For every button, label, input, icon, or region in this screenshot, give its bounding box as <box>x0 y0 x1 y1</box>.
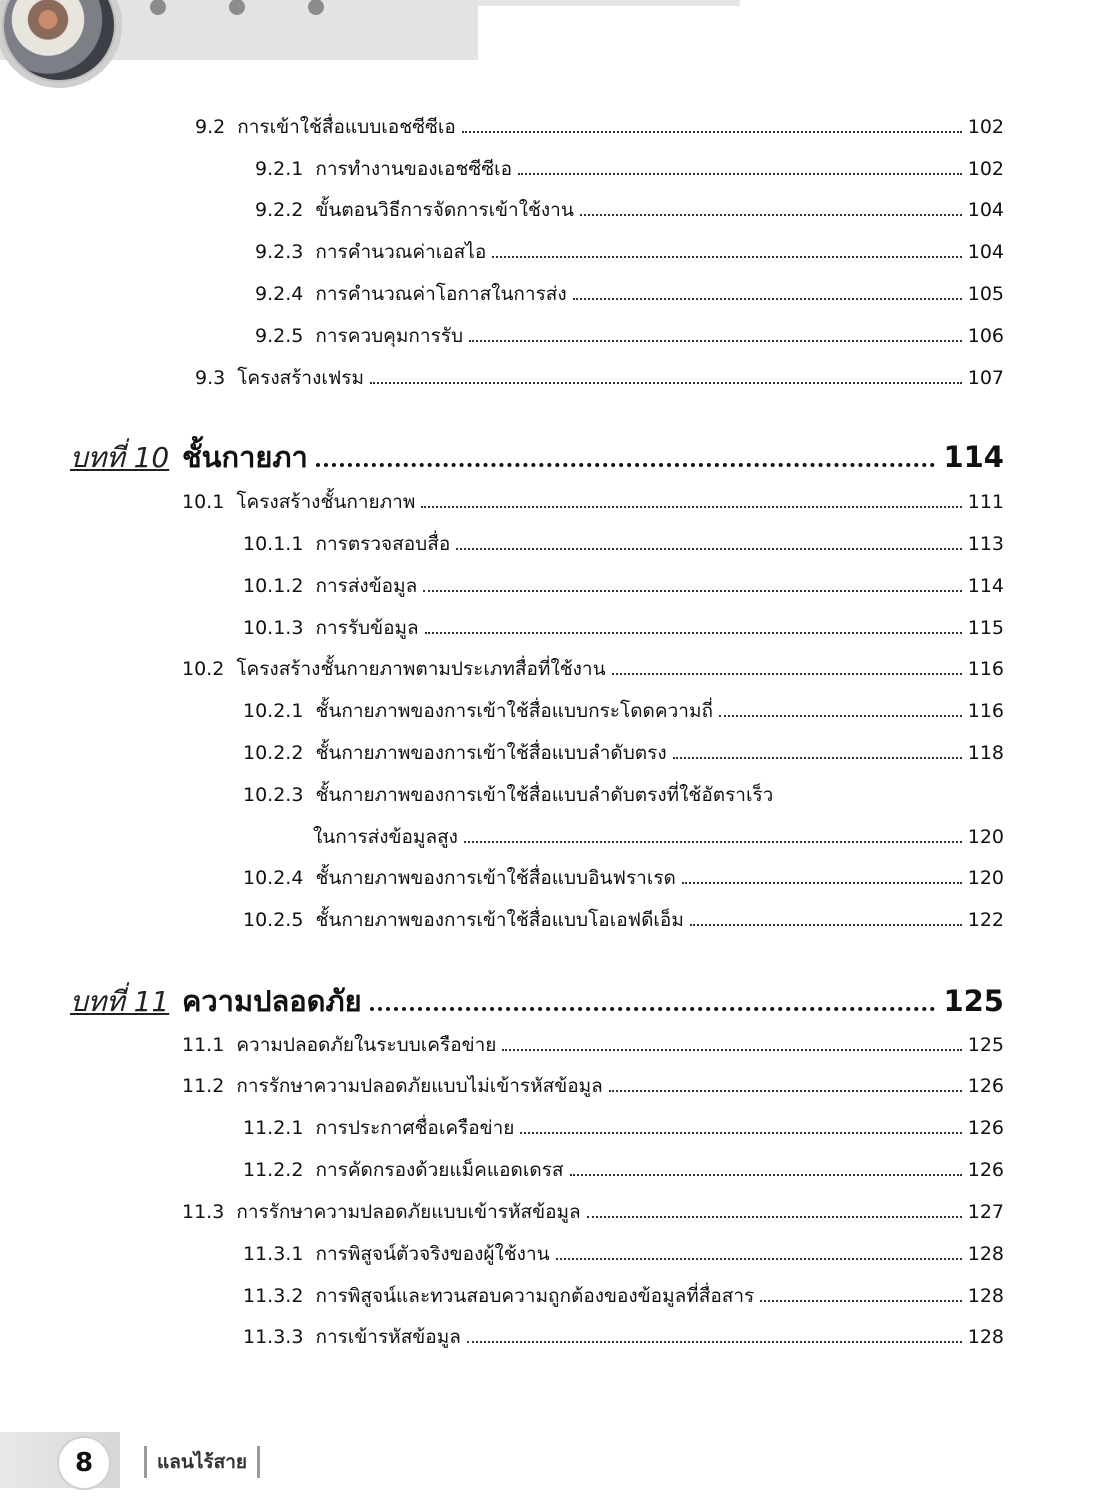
toc-entry-page: 128 <box>967 1326 1004 1348</box>
dot-leader <box>573 298 962 300</box>
toc-entry[interactable] <box>182 489 1004 515</box>
toc-entry[interactable] <box>243 531 1004 557</box>
toc-entry-number: 10.2.1 <box>243 700 304 722</box>
dot-leader <box>760 1300 961 1302</box>
dot-leader <box>316 463 936 467</box>
toc-entry-number: 11.1 <box>182 1034 225 1056</box>
toc-entry[interactable] <box>182 1199 1004 1225</box>
toc-entry-title: การคัดกรองด้วยแม็คแอดเดรส <box>315 1159 564 1181</box>
toc-entry-number: 10.1.1 <box>243 533 304 555</box>
toc-entry[interactable] <box>243 1241 1004 1267</box>
toc-entry[interactable] <box>243 907 1004 933</box>
toc-entry-title: ชั้นกายภาพของการเข้าใช้สื่อแบบอินฟราเรด <box>315 867 676 889</box>
toc-entry[interactable] <box>195 114 1004 140</box>
toc-entry-page: 120 <box>967 867 1004 889</box>
toc-entry-number: 11.3.3 <box>243 1326 304 1348</box>
toc-entry-number: 10.1 <box>182 491 225 513</box>
dot-leader <box>462 131 962 133</box>
toc-entry-number: 10.2.4 <box>243 867 304 889</box>
toc-entry[interactable] <box>255 281 1004 307</box>
toc-entry-title: การควบคุมการรับ <box>315 325 464 347</box>
toc-entry-continuation[interactable] <box>313 824 1004 850</box>
toc-entry[interactable] <box>195 365 1004 391</box>
dot-leader <box>469 340 962 342</box>
toc-entry[interactable] <box>255 239 1004 265</box>
dot-leader <box>556 1258 962 1260</box>
toc-entry-number: 10.2.3 <box>243 784 304 806</box>
toc-entry-page: 105 <box>967 283 1004 305</box>
footer-book-title: แลนไร้สาย <box>144 1446 260 1478</box>
toc-entry-page: 115 <box>967 617 1004 639</box>
toc-entry-title: ชั้นกายภาพของการเข้าใช้สื่อแบบลำดับตรงที่ใช้อัตราเร็ว <box>315 784 774 806</box>
dot-leader <box>587 1216 962 1218</box>
chapter-label: บทที่ 10 <box>70 441 170 474</box>
toc-entry-page: 125 <box>967 1034 1004 1056</box>
toc-entry-title: การทำงานของเอชซีซีเอ <box>315 158 513 180</box>
toc-entry-title: การรับข้อมูล <box>315 617 419 639</box>
toc-entry[interactable] <box>182 1073 1004 1099</box>
toc-entry-page: 122 <box>967 909 1004 931</box>
toc-entry-page: 114 <box>967 575 1004 597</box>
toc-entry-page: 104 <box>967 199 1004 221</box>
toc-entry[interactable] <box>243 1283 1004 1309</box>
dot-leader <box>612 673 962 675</box>
toc-entry-page: 128 <box>967 1243 1004 1265</box>
toc-entry[interactable] <box>243 865 1004 891</box>
dot-leader <box>456 548 961 550</box>
dot-leader <box>682 882 962 884</box>
toc-entry-number: 9.2.3 <box>255 241 304 263</box>
toc-entry[interactable] <box>255 197 1004 223</box>
toc-entry-page: 116 <box>967 700 1004 722</box>
header-photo <box>0 0 122 88</box>
footer-page-number: 8 <box>57 1436 111 1490</box>
toc-entry-number: 11.3 <box>182 1201 225 1223</box>
toc-entry[interactable] <box>255 156 1004 182</box>
toc-entry[interactable] <box>243 1324 1004 1350</box>
dot-leader <box>370 382 962 384</box>
toc-entry-title: การรักษาความปลอดภัยแบบเข้ารหัสข้อมูล <box>236 1201 581 1223</box>
chapter-page: 125 <box>943 984 1004 1018</box>
dot-leader <box>570 1174 962 1176</box>
dot-leader <box>690 924 962 926</box>
toc-entry-page: 111 <box>967 491 1004 513</box>
toc-entry-page: 126 <box>967 1159 1004 1181</box>
toc-entry-title: การเข้ารหัสข้อมูล <box>315 1326 461 1348</box>
toc-entry-number: 9.2.1 <box>255 158 304 180</box>
toc-entry-number: 10.2 <box>182 658 225 680</box>
toc-entry-title: การประกาศชื่อเครือข่าย <box>315 1117 515 1139</box>
toc-entry-page: 126 <box>967 1117 1004 1139</box>
toc-entry-number: 9.3 <box>195 367 226 389</box>
toc-entry-title: ขั้นตอนวิธีการจัดการเข้าใช้งาน <box>315 199 574 221</box>
toc-entry-page: 107 <box>967 367 1004 389</box>
toc-entry-page: 116 <box>967 658 1004 680</box>
toc-entry-page: 126 <box>967 1075 1004 1097</box>
chapter-title: ชั้นกายภา <box>182 440 308 474</box>
toc-entry[interactable] <box>243 782 1004 808</box>
toc-entry-title: ในการส่งข้อมูลสูง <box>313 826 458 848</box>
dot-leader <box>502 1049 961 1051</box>
toc-entry-title: การเข้าใช้สื่อแบบเอชซีซีเอ <box>237 116 456 138</box>
toc-entry-title: การคำนวณค่าโอกาสในการส่ง <box>315 283 567 305</box>
dot-leader <box>464 841 962 843</box>
toc-entry-title: โครงสร้างชั้นกายภาพตามประเภทสื่อที่ใช้งาน <box>236 658 606 680</box>
toc-entry[interactable] <box>255 323 1004 349</box>
toc-entry-title: ชั้นกายภาพของการเข้าใช้สื่อแบบโอเอฟดีเอ็ม <box>315 909 684 931</box>
toc-entry-number: 10.1.2 <box>243 575 304 597</box>
toc-entry-page: 106 <box>967 325 1004 347</box>
toc-entry[interactable] <box>182 656 1004 682</box>
toc-entry-page: 102 <box>967 158 1004 180</box>
dot-leader <box>421 506 961 508</box>
toc-entry-number: 9.2.5 <box>255 325 304 347</box>
toc-entry-title: การคำนวณค่าเอสไอ <box>315 241 487 263</box>
chapter-heading[interactable] <box>70 434 1004 480</box>
toc-entry-number: 11.3.1 <box>243 1243 304 1265</box>
toc-entry-title: ชั้นกายภาพของการเข้าใช้สื่อแบบกระโดดความถี่ <box>315 700 713 722</box>
dot-leader <box>673 757 962 759</box>
toc-entry-number: 10.2.5 <box>243 909 304 931</box>
toc-entry-number: 11.2.1 <box>243 1117 304 1139</box>
toc-entry-page: 104 <box>967 241 1004 263</box>
toc-entry-number: 10.1.3 <box>243 617 304 639</box>
toc-entry-number: 11.3.2 <box>243 1285 304 1307</box>
toc-entry-title: การรักษาความปลอดภัยแบบไม่เข้ารหัสข้อมูล <box>236 1075 603 1097</box>
toc-entry-number: 9.2.4 <box>255 283 304 305</box>
toc-entry-number: 11.2 <box>182 1075 225 1097</box>
toc-entry-title: การตรวจสอบสื่อ <box>315 533 451 555</box>
chapter-heading[interactable] <box>70 978 1004 1024</box>
toc-entry-title: การพิสูจน์และทวนสอบความถูกต้องของข้อมูลที่สื่อสาร <box>315 1285 755 1307</box>
toc-entry-number: 10.2.2 <box>243 742 304 764</box>
toc-entry-number: 9.2 <box>195 116 226 138</box>
dot-leader <box>467 1341 962 1343</box>
toc-entry-number: 9.2.2 <box>255 199 304 221</box>
header-line <box>478 0 740 6</box>
toc-entry-number: 11.2.2 <box>243 1159 304 1181</box>
toc-entry-title: การส่งข้อมูล <box>315 575 418 597</box>
toc-entry-page: 102 <box>967 116 1004 138</box>
toc-entry-title: ความปลอดภัยในระบบเครือข่าย <box>236 1034 497 1056</box>
dot-leader <box>492 256 961 258</box>
dot-leader <box>580 214 962 216</box>
chapter-label: บทที่ 11 <box>70 985 170 1018</box>
toc-entry[interactable] <box>243 615 1004 641</box>
toc-entry-title: ชั้นกายภาพของการเข้าใช้สื่อแบบลำดับตรง <box>315 742 667 764</box>
dot-leader <box>609 1090 962 1092</box>
toc-entry-title: โครงสร้างชั้นกายภาพ <box>236 491 416 513</box>
toc-entry[interactable] <box>243 1115 1004 1141</box>
toc-entry-page: 120 <box>967 826 1004 848</box>
toc-entry[interactable] <box>182 1032 1004 1058</box>
dot-leader <box>719 715 962 717</box>
toc-entry[interactable] <box>243 740 1004 766</box>
toc-entry-page: 127 <box>967 1201 1004 1223</box>
chapter-page: 114 <box>943 440 1004 474</box>
dot-leader <box>370 1007 936 1011</box>
dot-leader <box>425 632 962 634</box>
toc-entry-page: 118 <box>967 742 1004 764</box>
dot-leader <box>520 1132 961 1134</box>
toc-entry-page: 128 <box>967 1285 1004 1307</box>
toc-entry-title: การพิสูจน์ตัวจริงของผู้ใช้งาน <box>315 1243 550 1265</box>
toc-entry-page: 113 <box>967 533 1004 555</box>
dot-leader <box>423 590 961 592</box>
toc-entry[interactable] <box>243 698 1004 724</box>
toc-entry-title: โครงสร้างเฟรม <box>237 367 365 389</box>
chapter-title: ความปลอดภัย <box>182 984 362 1018</box>
dot-leader <box>518 173 962 175</box>
toc-entry[interactable] <box>243 1157 1004 1183</box>
toc-entry[interactable] <box>243 573 1004 599</box>
